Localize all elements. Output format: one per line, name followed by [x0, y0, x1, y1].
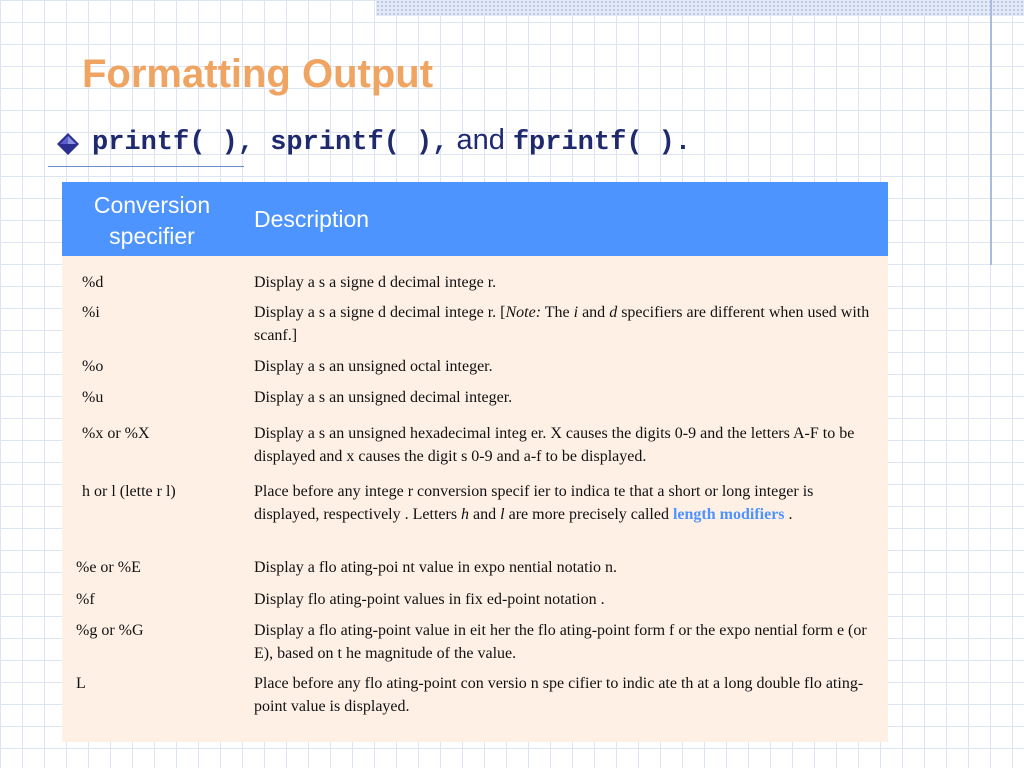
specifier-cell: %i	[82, 304, 100, 321]
desc-text: are more precisely called	[504, 505, 673, 523]
italic-l: l	[500, 505, 505, 523]
description-cell: Display a flo ating-poi nt value in expo nential notatio n.	[254, 559, 618, 576]
specifier-cell: %e or %E	[76, 559, 141, 576]
conversion-table	[62, 182, 888, 742]
description-cell: Place before any flo ating-point con versio n spe cifier to indic ate th at a long double flo ating-point value is displayed.	[254, 675, 864, 715]
specifier-cell: %u	[82, 389, 104, 406]
description-cell: Display a s a signe d decimal intege r.	[254, 274, 497, 291]
table-header	[62, 182, 888, 256]
italic-i: i	[573, 304, 579, 321]
description-cell: Display a s an unsigned octal integer.	[254, 358, 493, 375]
note-label: Note:	[505, 304, 542, 321]
specifier-cell: %d	[82, 274, 104, 291]
desc-text: and	[578, 304, 610, 321]
specifier-cell: %g or %G	[76, 622, 144, 639]
description-cell: Display flo ating-point values in fix ed-point notation .	[254, 591, 605, 608]
bullet-line	[56, 124, 691, 158]
functions-text-2: fprintf( ).	[512, 128, 692, 158]
description-cell: Display a s an unsigned decimal integer.	[254, 389, 513, 406]
specifier-cell: %o	[82, 358, 104, 375]
desc-text: and	[469, 505, 501, 523]
description-cell	[254, 481, 879, 526]
italic-h: h	[461, 505, 470, 523]
specifier-cell: L	[76, 675, 86, 692]
specifier-cell: %x or %X	[82, 425, 150, 442]
diamond-bullet-icon	[56, 132, 80, 156]
italic-d: d	[609, 304, 618, 321]
desc-text: The	[541, 304, 574, 321]
description-cell	[254, 302, 879, 347]
functions-text-1: printf( ), sprintf( ),	[92, 128, 449, 158]
bullet-underline	[48, 166, 244, 167]
specifier-cell: h or l (lette r l)	[82, 483, 176, 500]
and-word: and	[456, 124, 505, 156]
desc-text: Display a s a signe d decimal intege r. [	[254, 304, 506, 321]
description-cell: Display a s an unsigned hexadecimal integ er. X causes the digits 0-9 and the letters A-F to be displayed and x causes the digit s 0-9 and a-f to be displayed.	[254, 425, 855, 465]
top-decorative-band	[376, 0, 1024, 16]
desc-text: Place before any intege r conversion specif ier to indica te that a short or long integer is displayed, respectively . Letters	[254, 483, 814, 523]
header-description: Description	[254, 206, 370, 232]
header-conversion-specifier: Conversion specifier	[93, 192, 211, 249]
desc-text: specifiers are different when used with scanf.]	[254, 304, 870, 344]
specifier-cell: %f	[76, 591, 95, 608]
desc-text: .	[784, 505, 793, 523]
length-modifiers-term: length modifiers	[672, 505, 785, 523]
slide-title: Formatting Output	[82, 52, 434, 96]
description-cell: Display a flo ating-point value in eit her the flo ating-point form f or the expo nential form e (or E), based on t he magnitude of the value.	[254, 622, 867, 662]
vertical-accent-line	[990, 0, 992, 265]
